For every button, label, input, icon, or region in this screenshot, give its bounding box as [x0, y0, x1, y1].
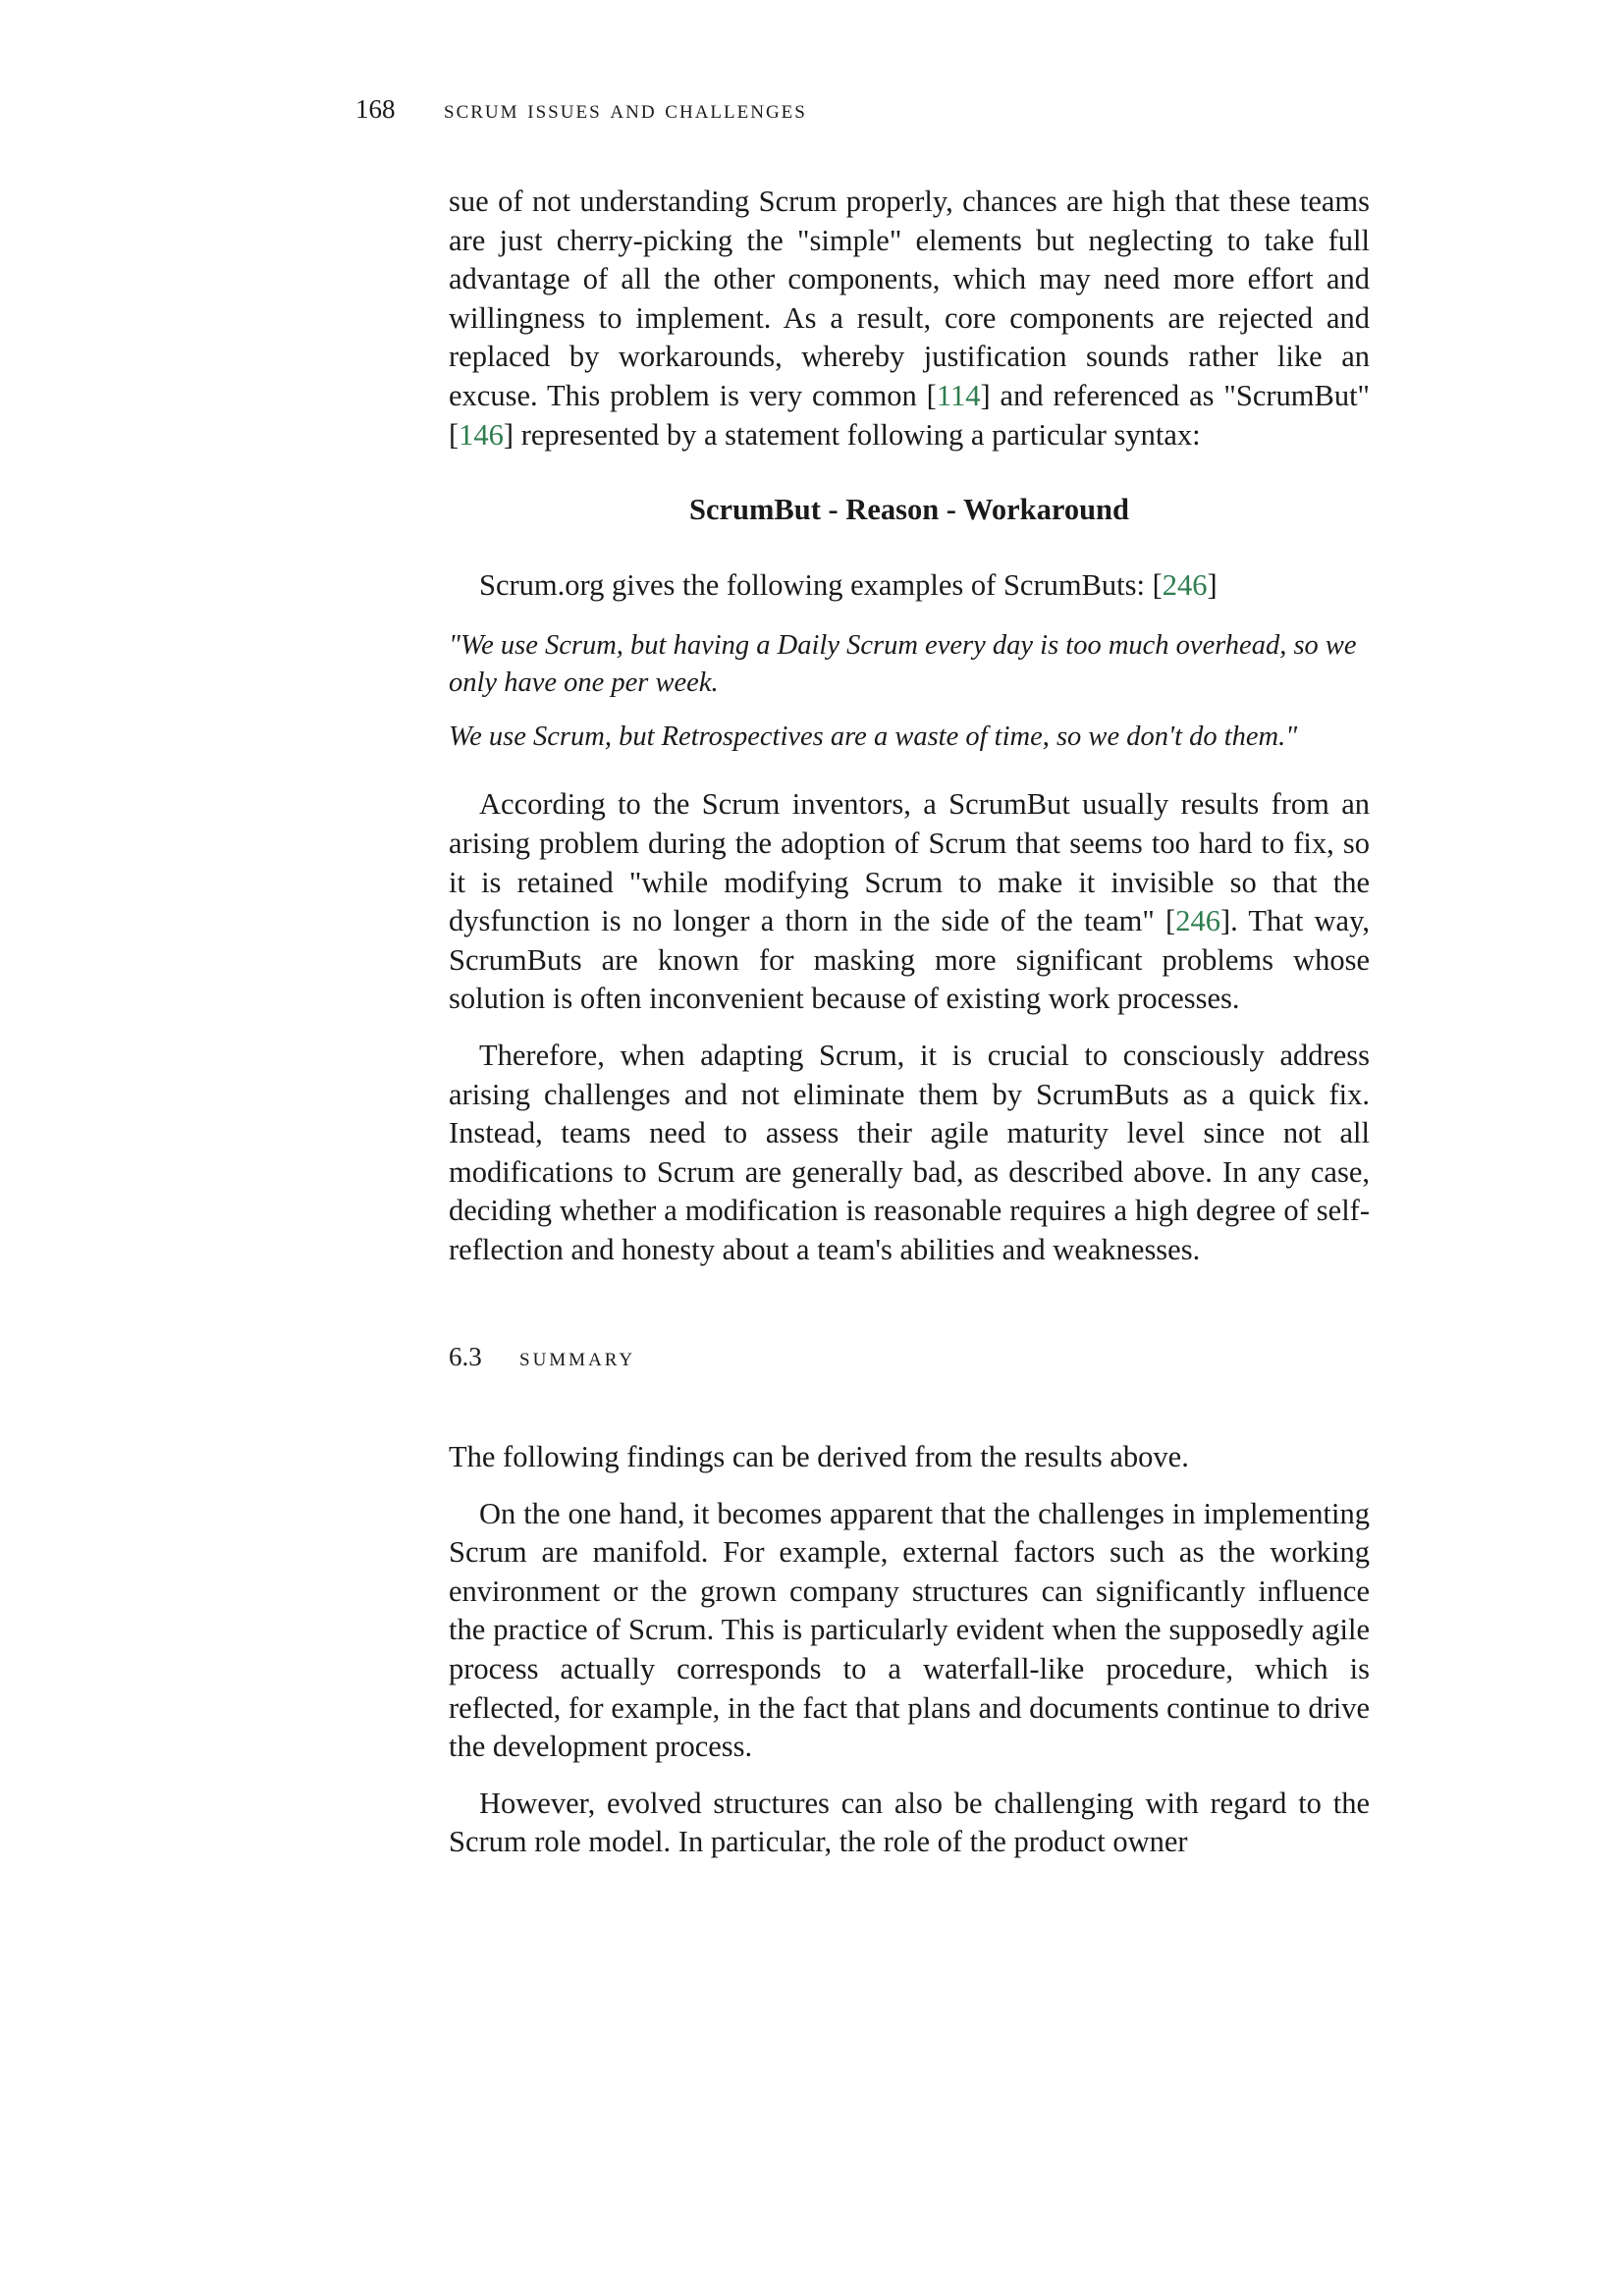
- section-title: summary: [519, 1342, 636, 1372]
- chapter-title: scrum issues and challenges: [444, 94, 807, 124]
- paragraph-examples-intro: [449, 566, 1370, 606]
- citation-link[interactable]: 146: [459, 417, 504, 452]
- block-quote: [449, 627, 1370, 756]
- citation-link[interactable]: 114: [936, 378, 981, 412]
- paragraph-text: ]. That way, ScrumButs are known for masking more significant problems whose solution is often inconvenient because of existing work processes.: [449, 904, 1370, 1016]
- paragraph-text: ]: [1207, 567, 1218, 602]
- paragraph-text: sue of not understanding Scrum properly, chances are high that these teams are just cherry-picking the "simple" elements but neglecting to take full advantage of all the other components, which may need more effort and willingness to implement. As a result, core components are rejected and replaced by workarounds, whereby justification sounds rather like an excuse. This problem is very common [: [449, 185, 1370, 412]
- paragraph-text: Scrum.org gives the following examples of ScrumButs: [: [479, 567, 1163, 602]
- paragraph-text: ] represented by a statement following a particular syntax:: [503, 417, 1201, 452]
- page-number: 168: [355, 94, 396, 124]
- paragraph-adapting-scrum: Therefore, when adapting Scrum, it is crucial to consciously address arising challenges and not eliminate them by ScrumButs as a quick fix. Instead, teams need to assess their agile maturity level since not all modifications to Scrum are generally bad, as described above. In any case, deciding whether a modification is reasonable requires a high degree of self-reflection and honesty about a team's abilities and weaknesses.: [449, 1038, 1370, 1266]
- paragraph-text: According to the Scrum inventors, a ScrumBut usually results from an arising problem during the adoption of Scrum that seems too hard to fix, so it is retained "while modifying Scrum to make it invisible so that the dysfunction is no longer a thorn in the side of the team" [: [449, 787, 1370, 938]
- paragraph-text: ] and referenced as "ScrumBut" [: [449, 378, 1371, 452]
- scrumbut-syntax: ScrumBut - Reason - Workaround: [689, 493, 1129, 527]
- section-number: 6.3: [449, 1342, 482, 1372]
- citation-link[interactable]: 246: [1175, 904, 1220, 938]
- citation-link[interactable]: 246: [1162, 567, 1208, 602]
- section-heading: [449, 1338, 1370, 1377]
- paragraph-summary-intro: The following findings can be derived from the results above.: [449, 1440, 1189, 1474]
- quote-line: We use Scrum, but Retrospectives are a waste of time, so we don't do them.": [449, 721, 1298, 753]
- running-header: [355, 92, 807, 126]
- main-text: [449, 183, 1370, 1880]
- paragraph-summary-roles: However, evolved structures can also be challenging with regard to the Scrum role model. In particular, the role of the product owner: [449, 1786, 1370, 1859]
- paragraph-scrumbut-intro: [449, 183, 1370, 454]
- quote-line: "We use Scrum, but having a Daily Scrum every day is too much overhead, so we only have one per week.: [449, 630, 1357, 699]
- paragraph-scrumbut-origin: [449, 785, 1370, 1019]
- paragraph-summary-challenges: On the one hand, it becomes apparent that the challenges in implementing Scrum are manifold. For example, external factors such as the working environment or the grown company structures can significantly influence the practice of Scrum. This is particularly evident when the supposedly agile process actually corresponds to a waterfall-like procedure, which is reflected, for example, in the fact that plans and documents continue to drive the development process.: [449, 1496, 1370, 1764]
